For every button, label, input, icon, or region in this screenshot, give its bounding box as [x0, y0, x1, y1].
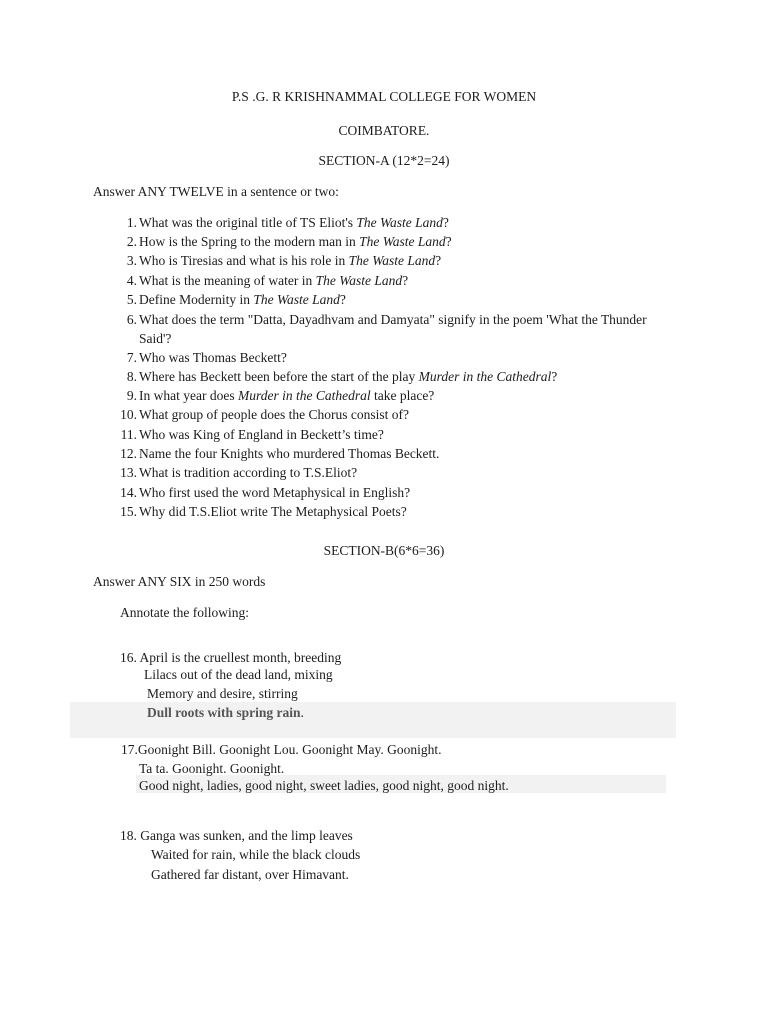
question-number: 5. — [126, 292, 137, 307]
question-text-main: Define Modernity in — [139, 292, 254, 307]
question-text-main: Who is Tiresias and what is his role in — [139, 253, 349, 268]
section-b-instruction: Answer ANY SIX in 250 words — [93, 574, 266, 589]
question-text — [139, 271, 679, 290]
question-number: 10. — [120, 407, 137, 422]
question-17-line-3: Good night, ladies, good night, sweet ladies, good night, good night. — [139, 778, 509, 793]
question-text — [139, 444, 679, 463]
question-text-main: Who was King of England in Beckett’s time? — [139, 427, 384, 442]
question-number: 14. — [120, 485, 137, 500]
question-text-main: In what year does — [139, 388, 238, 403]
question-number: 2. — [126, 234, 137, 249]
question-text — [139, 463, 679, 482]
question-number: 7. — [126, 350, 137, 365]
question-17-line-1: 17.Goonight Bill. Goonight Lou. Goonight May. Goonight. — [121, 742, 442, 757]
question-text — [139, 367, 679, 386]
question-text-end: ? — [435, 253, 442, 268]
work-title: The Waste Land — [348, 253, 436, 268]
work-title: Murder in the Cathedral — [237, 388, 371, 403]
question-text-main: What group of people does the Chorus consist of? — [139, 407, 409, 422]
question-number: 15. — [120, 504, 137, 519]
annotate-instruction: Annotate the following: — [120, 605, 249, 620]
section-a-title: SECTION-A (12*2=24) — [318, 153, 450, 168]
question-text — [139, 213, 679, 232]
question-number: 13. — [120, 465, 137, 480]
question-text — [139, 425, 679, 444]
question-text-main: Who first used the word Metaphysical in English? — [139, 485, 411, 500]
section-b-title: SECTION-B(6*6=36) — [323, 543, 445, 558]
question-18-line-3: Gathered far distant, over Himavant. — [151, 867, 349, 882]
question-text — [139, 405, 679, 424]
question-text — [139, 232, 679, 251]
question-16-line-4-end: . — [300, 705, 304, 720]
question-16-line-3: Memory and desire, stirring — [147, 686, 298, 701]
question-text-main: Who was Thomas Beckett? — [139, 350, 287, 365]
question-16-line-2: Lilacs out of the dead land, mixing — [144, 667, 333, 682]
college-name: P.S .G. R KRISHNAMMAL COLLEGE FOR WOMEN — [231, 89, 537, 104]
question-text-end: ? — [551, 369, 558, 384]
question-text — [139, 483, 679, 502]
question-text — [139, 502, 679, 521]
question-text-end: ? — [339, 292, 346, 307]
question-text-main: Why did T.S.Eliot write The Metaphysical Poets? — [139, 504, 407, 519]
question-text-end: ? — [442, 215, 449, 230]
work-title: The Waste Land — [315, 273, 403, 288]
question-18-line-1: 18. Ganga was sunken, and the limp leaves — [120, 828, 353, 843]
city: COIMBATORE. — [338, 123, 430, 138]
question-number: 9. — [126, 388, 137, 403]
question-number: 4. — [126, 273, 137, 288]
question-number: 8. — [126, 369, 137, 384]
question-text-main: What does the term "Datta, Dayadhvam and Damyata" signify in the poem 'What the Thunder Said'? — [139, 312, 647, 346]
work-title: Murder in the Cathedral — [418, 369, 552, 384]
question-17-line-2: Ta ta. Goonight. Goonight. — [139, 761, 285, 776]
work-title: The Waste Land — [356, 215, 443, 230]
question-text-end: ? — [402, 273, 409, 288]
question-text-main: Name the four Knights who murdered Thomas Beckett. — [139, 446, 440, 461]
question-text — [139, 290, 679, 309]
question-text — [139, 386, 679, 405]
question-18-line-2: Waited for rain, while the black clouds — [151, 847, 361, 862]
question-number: 6. — [126, 312, 137, 327]
question-text — [139, 348, 679, 367]
question-number: 1. — [126, 215, 137, 230]
question-text-end: ? — [445, 234, 452, 249]
work-title: The Waste Land — [253, 292, 340, 307]
question-text — [139, 251, 679, 270]
question-text-main: What was the original title of TS Eliot's — [139, 215, 357, 230]
question-16-line-4-text: Dull roots with spring rain — [147, 705, 301, 720]
question-16-line-1: 16. April is the cruellest month, breeding — [120, 650, 342, 665]
question-number: 12. — [120, 446, 137, 461]
work-title: The Waste Land — [359, 234, 446, 249]
section-a-instruction: Answer ANY TWELVE in a sentence or two: — [93, 184, 339, 199]
question-text — [139, 310, 679, 348]
question-16-line-4 — [147, 703, 304, 722]
question-number: 11. — [120, 427, 137, 442]
question-number: 3. — [126, 253, 137, 268]
question-text-end: take place? — [370, 388, 435, 403]
question-text-main: What is tradition according to T.S.Eliot? — [139, 465, 358, 480]
question-text-main: How is the Spring to the modern man in — [139, 234, 360, 249]
question-text-main: What is the meaning of water in — [139, 273, 316, 288]
question-text-main: Where has Beckett been before the start of the play — [139, 369, 419, 384]
